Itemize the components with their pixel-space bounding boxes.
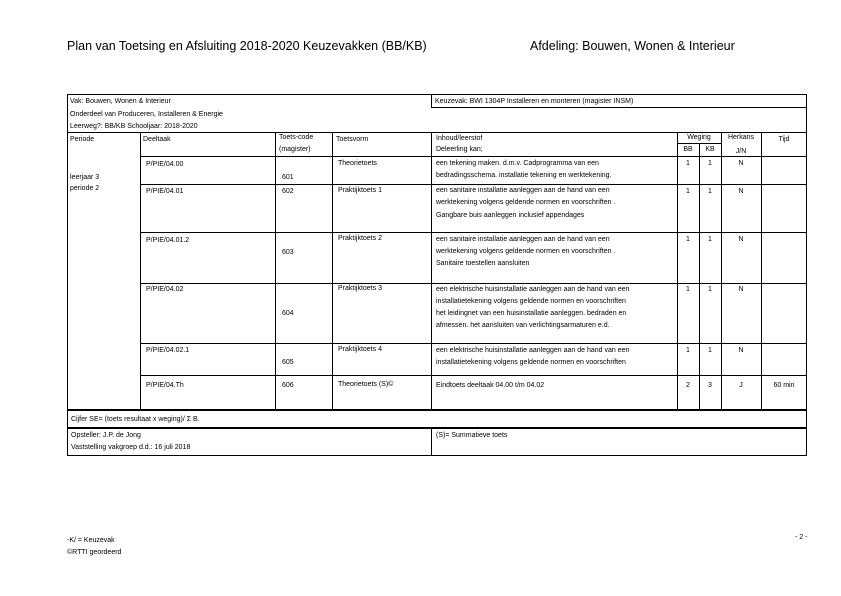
periode-jaar: leerjaar 3 — [70, 174, 100, 181]
code-cell: 604 — [282, 310, 294, 317]
info-divider — [431, 94, 432, 107]
deeltaak-cell: P/PIE/04.01 — [146, 188, 184, 195]
inhoud-line: installatietekening volgens geldende normen en voorschriften — [436, 359, 626, 366]
weging-line — [677, 143, 721, 144]
col-line — [275, 132, 276, 410]
header-top-line — [67, 132, 807, 133]
col-line — [431, 132, 432, 410]
col-deeltaak: Deeltaak — [143, 136, 171, 143]
inhoud-line: afmessen. het aansluiten van verlichtingsarmaturen e.d. — [436, 322, 610, 329]
summatief-note: (S)= Summatieve toets — [436, 432, 508, 439]
row-line — [140, 156, 807, 157]
col-inhoud-sub: Deleerling kan; — [436, 146, 483, 153]
leerweg-label: Leerweg?: BB/KB Schooljaar: 2018-2020 — [70, 123, 198, 130]
herkans-cell: N — [738, 286, 744, 293]
col-line — [761, 132, 762, 410]
inhoud-line: installatietekening volgens geldende normen en voorschriften — [436, 298, 626, 305]
inhoud-line: een sanitaire installatie aanleggen aan de hand van een — [436, 236, 610, 243]
herkans-cell: N — [738, 347, 744, 354]
bb-cell: 2 — [686, 382, 690, 389]
page-title: Plan van Toetsing en Afsluiting 2018-2020 Keuzevakken (BB/KB) — [67, 39, 427, 53]
onderdeel-label: Onderdeel van Produceren, Installeren & Energie — [70, 111, 223, 118]
row-line — [140, 184, 807, 185]
herkans-cell: N — [738, 236, 744, 243]
kb-cell: 1 — [708, 188, 712, 195]
inhoud-line: het leidingnet van een huisinstallatie aanleggen. bedraden en — [436, 310, 627, 317]
code-cell: 605 — [282, 359, 294, 366]
bb-cell: 1 — [686, 347, 690, 354]
col-bb: BB — [683, 146, 693, 153]
vak-label: Vak: Bouwen, Wonen & Interieur — [70, 98, 171, 105]
herkans-cell: N — [738, 160, 744, 167]
keuzevak-note: -K/ = Keuzevak — [67, 537, 115, 544]
herkans-cell: N — [738, 188, 744, 195]
herkans-cell: J — [739, 382, 743, 389]
kb-cell: 1 — [708, 347, 712, 354]
bb-cell: 1 — [686, 188, 690, 195]
opsteller-label: Opsteller: J.P. de Jong — [71, 432, 141, 439]
col-line — [332, 132, 333, 410]
department-label: Afdeling: Bouwen, Wonen & Interieur — [530, 39, 735, 53]
deeltaak-cell: P/PIE/04.02 — [146, 286, 184, 293]
col-line — [677, 132, 678, 410]
row-line — [140, 232, 807, 233]
inhoud-line: Sanitaire toestellen aansluiten — [436, 260, 530, 267]
toetsvorm-cell: Theorietoets — [338, 160, 377, 167]
col-line — [721, 132, 722, 410]
keuzevak-label: Keuzevak: BWI 1304P Installeren en monteren (magister INSM) — [435, 98, 634, 105]
inhoud-line: Eindtoets deeltaak 04.00 t/m 04.02 — [436, 382, 545, 389]
col-toetsvorm: Toetsvorm — [336, 136, 369, 143]
code-cell: 606 — [282, 382, 294, 389]
col-weging: Weging — [687, 134, 711, 141]
periode-nummer: periode 2 — [70, 185, 100, 192]
col-toetscode-sub: (magister) — [279, 146, 311, 153]
inhoud-line: bedradingsschema. installatie tekening en werktekening. — [436, 172, 612, 179]
col-periode: Periode — [70, 136, 95, 143]
col-kb: KB — [705, 146, 715, 153]
deeltaak-cell: P/PIE/04.02.1 — [146, 347, 190, 354]
row-line — [140, 283, 807, 284]
info-line — [431, 107, 807, 108]
deeltaak-cell: P/PIE/04.01.2 — [146, 237, 190, 244]
inhoud-line: een elektrische huisinstallatie aanleggen aan de hand van een — [436, 347, 630, 354]
opsteller-divider — [431, 428, 432, 456]
bb-cell: 1 — [686, 286, 690, 293]
inhoud-line: werktekening volgens geldende normen en voorschriften . — [436, 199, 616, 206]
code-cell: 601 — [282, 174, 294, 181]
page-number: - 2 - — [795, 534, 808, 541]
code-cell: 602 — [282, 188, 294, 195]
row-line — [140, 343, 807, 344]
bb-cell: 1 — [686, 160, 690, 167]
code-cell: 603 — [282, 249, 294, 256]
toetsvorm-cell: Praktijktoets 2 — [338, 235, 382, 242]
copyright-note: ©RTTI geordeerd — [67, 549, 122, 556]
col-herkans: Herkans — [727, 134, 755, 141]
cijfer-formula: Cijfer SE= (toets resultaat x weging)/ Σ B. — [71, 416, 200, 423]
col-line — [140, 132, 141, 410]
kb-cell: 1 — [708, 160, 712, 167]
col-tijd: Tijd — [778, 136, 790, 143]
toetsvorm-cell: Praktijktoets 3 — [338, 285, 382, 292]
tijd-cell: 60 min — [773, 382, 795, 389]
inhoud-line: een sanitaire installatie aanleggen aan de hand van een — [436, 187, 610, 194]
toetsvorm-cell: Praktijktoets 4 — [338, 346, 382, 353]
kb-cell: 3 — [708, 382, 712, 389]
toetsvorm-cell: Theorietoets (S)© — [338, 381, 394, 388]
inhoud-line: werktekening volgens geldende normen en voorschriften . — [436, 248, 616, 255]
inhoud-line: een tekening maken. d.m.v. Cadprogramma van een — [436, 160, 599, 167]
toetsvorm-cell: Praktijktoets 1 — [338, 187, 382, 194]
col-toetscode: Toets-code — [279, 134, 314, 141]
kb-cell: 1 — [708, 236, 712, 243]
deeltaak-cell: P/PIE/04.Th — [146, 382, 184, 389]
inhoud-line: Gangbare buis aanleggen inclusief appendages — [436, 212, 585, 219]
col-herkans-sub: J/N — [735, 148, 747, 155]
col-inhoud: Inhoud/leerstof — [436, 135, 483, 142]
row-line — [140, 375, 807, 376]
deeltaak-cell: P/PIE/04.00 — [146, 161, 184, 168]
inhoud-line: een elektrische huisinstallatie aanleggen aan de hand van een — [436, 286, 630, 293]
kb-cell: 1 — [708, 286, 712, 293]
vaststelling-label: Vaststelling vakgroep d.d.: 16 juli 2018 — [71, 444, 191, 451]
bb-cell: 1 — [686, 236, 690, 243]
